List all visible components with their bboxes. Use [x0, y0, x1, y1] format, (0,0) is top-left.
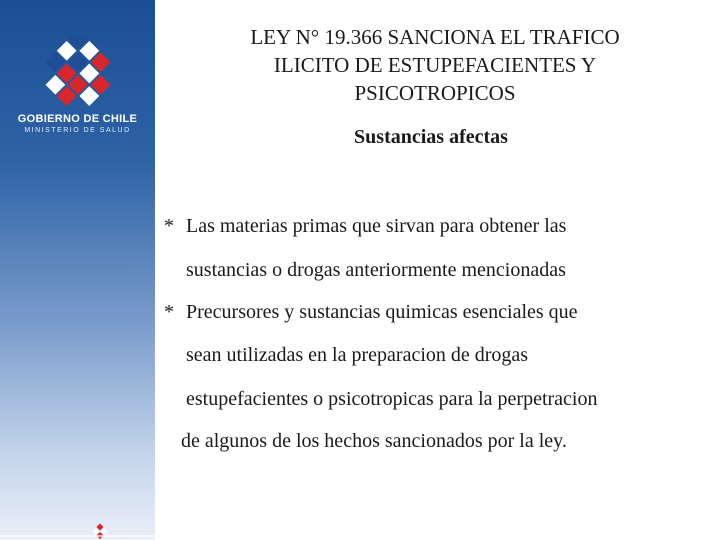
bullet-continuation: sean utilizadas en la preparacion de drogas — [186, 344, 529, 366]
bullet-continuation: de algunos de los hechos sancionados por la ley. — [181, 430, 567, 452]
government-name: GOBIERNO DE CHILE — [17, 113, 138, 125]
title-line: LEY N° 19.366 SANCIONA EL TRAFICO — [250, 25, 620, 49]
title-line: ILICITO DE ESTUPEFACIENTES Y — [273, 53, 597, 77]
bullet-marker: * — [164, 301, 174, 323]
bullet-text: Precursores y sustancias quimicas esenciales que — [186, 301, 578, 323]
bullet-text: Las materias primas que sirvan para obtener las — [186, 215, 567, 237]
slide-title — [196, 23, 674, 107]
slide-subtitle: Sustancias afectas — [354, 126, 508, 148]
bullet-continuation: estupefacientes o psicotropicas para la perpetracion — [186, 388, 598, 410]
bullet-item — [164, 204, 566, 248]
gobierno-de-chile-logo — [38, 36, 118, 108]
bullet-continuation: sustancias o drogas anteriormente mencionadas — [186, 259, 566, 281]
small-logo-icon — [90, 522, 110, 540]
ministry-name: MINISTERIO DE SALUD — [24, 127, 131, 134]
title-line: PSICOTROPICOS — [354, 81, 516, 105]
bullet-item — [164, 290, 578, 334]
sidebar — [0, 0, 155, 540]
bullet-marker: * — [164, 215, 174, 237]
divider — [0, 535, 155, 537]
